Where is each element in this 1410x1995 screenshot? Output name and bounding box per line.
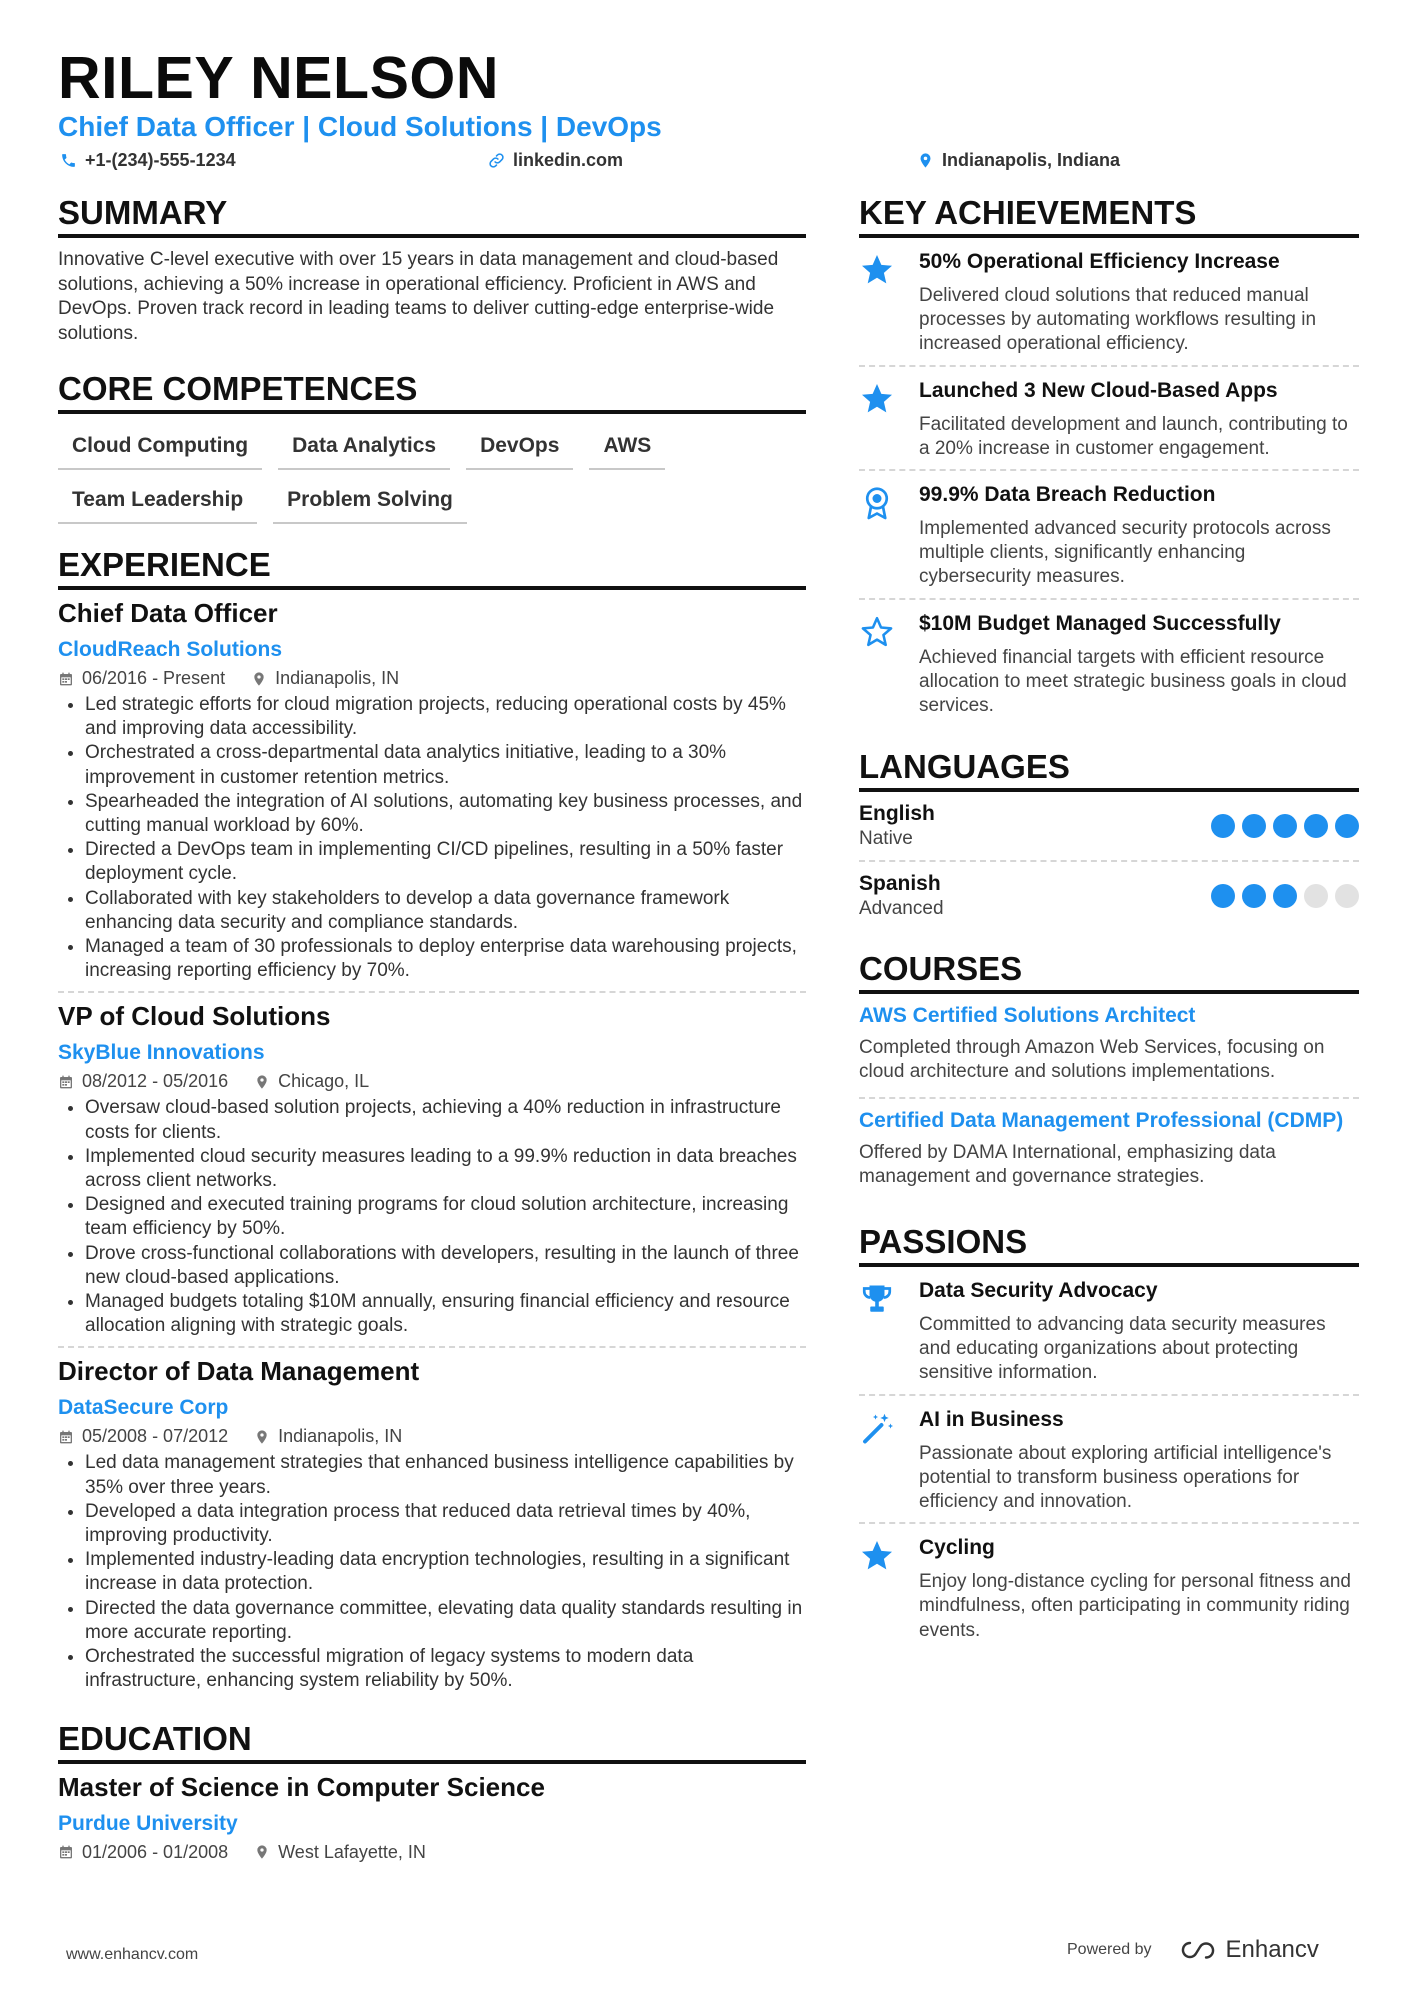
footer-website[interactable]: www.enhancv.com	[66, 1946, 199, 1963]
passion-desc: Committed to advancing data security measures and educating organizations about protecting sensitive information.	[919, 1314, 1326, 1384]
job-bullet: • Managed a team of 30 professionals to deploy enterprise data warehousing projects, increasing reporting efficiency by 70%.	[85, 935, 806, 983]
competence-tag: Team Leadership	[58, 484, 257, 524]
brand-name: Enhancv	[1225, 1936, 1319, 1963]
rating-dot-filled	[1273, 884, 1297, 908]
course-desc: Completed through Amazon Web Services, focusing on cloud architecture and solutions implementations.	[859, 1037, 1325, 1083]
job-bullet: • Drove cross-functional collaborations with developers, resulting in the launch of three new cloud-based applications.	[85, 1242, 806, 1290]
job-bullet: • Directed the data governance committee, elevating data quality standards resulting in more accurate reporting.	[85, 1597, 806, 1645]
magic-wand-icon	[859, 1410, 895, 1446]
calendar-icon	[58, 1429, 74, 1445]
achievement-item	[859, 238, 1359, 367]
location-pin-icon	[251, 671, 267, 687]
location-pin-icon	[254, 1844, 270, 1860]
job-meta	[58, 668, 806, 689]
language-level: Advanced	[859, 898, 944, 920]
linkedin-text[interactable]: linkedin.com	[513, 150, 624, 170]
job-bullets	[58, 1096, 806, 1338]
achievement-desc: Achieved financial targets with efficient resource allocation to meet strategic business goals in cloud services.	[919, 646, 1347, 717]
education-section	[58, 1720, 806, 1863]
section-title-courses: COURSES	[859, 950, 1359, 994]
phone-text: +1-(234)-555-1234	[85, 150, 236, 170]
competences-section	[58, 370, 806, 524]
job-location: Indianapolis, IN	[278, 1426, 403, 1447]
language-level: Native	[859, 828, 913, 850]
passion-item	[859, 1267, 1359, 1396]
section-title-passions: PASSIONS	[859, 1223, 1359, 1267]
phone-icon	[60, 152, 77, 169]
job-dates: 05/2008 - 07/2012	[82, 1426, 229, 1447]
competence-tag: AWS	[589, 430, 665, 470]
footer-branding	[1067, 1936, 1319, 1964]
job-meta	[58, 1071, 806, 1092]
courses-section	[859, 950, 1359, 1201]
rating-dot-filled	[1273, 814, 1297, 838]
achievement-item	[859, 600, 1359, 727]
degree-title: Master of Science in Computer Science	[58, 1771, 545, 1802]
rating-dot-filled	[1211, 884, 1235, 908]
competence-tag: DevOps	[466, 430, 573, 470]
job-entry	[58, 598, 806, 993]
headline: Chief Data Officer | Cloud Solutions | DevOps	[58, 111, 662, 142]
candidate-name: RILEY NELSON	[58, 45, 499, 111]
passion-desc: Passionate about exploring artificial intelligence's potential to transform business operations for efficiency and innovation.	[919, 1442, 1332, 1513]
rating-dot-filled	[1211, 814, 1235, 838]
section-title-achievements: KEY ACHIEVEMENTS	[859, 194, 1359, 238]
job-bullet: • Implemented cloud security measures leading to a 99.9% reduction in data breaches across client networks.	[85, 1145, 806, 1193]
job-bullets	[58, 693, 806, 983]
achievement-title: 50% Operational Efficiency Increase	[919, 250, 1280, 273]
job-bullet: • Orchestrated the successful migration of legacy systems to modern data infrastructure, enhancing system reliability by 50%.	[85, 1645, 806, 1693]
job-bullet: • Led strategic efforts for cloud migration projects, reducing operational costs by 45% and improving data accessibility.	[85, 693, 806, 741]
job-bullet: • Directed a DevOps team in implementing CI/CD pipelines, resulting in a 50% faster deployment cycle.	[85, 838, 806, 886]
rating-dot-filled	[1242, 884, 1266, 908]
experience-section	[58, 546, 806, 1694]
right-column	[859, 194, 1359, 1651]
education-meta	[58, 1842, 806, 1863]
job-bullet: • Oversaw cloud-based solution projects, achieving a 40% reduction in infrastructure costs for clients.	[85, 1096, 806, 1144]
job-meta	[58, 1426, 806, 1447]
passion-title: Data Security Advocacy	[919, 1279, 1158, 1303]
contact-location	[917, 150, 1120, 171]
language-item	[859, 862, 1359, 930]
achievement-title: Launched 3 New Cloud-Based Apps	[919, 378, 1278, 402]
summary-section	[58, 194, 806, 346]
job-bullet: • Orchestrated a cross-departmental data analytics initiative, leading to a 30% improvement in customer retention metrics.	[85, 741, 806, 789]
trophy-icon	[859, 1281, 895, 1317]
calendar-icon	[58, 1074, 74, 1090]
job-dates: 06/2016 - Present	[82, 668, 226, 688]
passion-title: AI in Business	[919, 1407, 1064, 1431]
star-icon	[859, 1538, 895, 1574]
rating-dot-filled	[1242, 814, 1266, 838]
competence-tags	[58, 430, 806, 524]
achievement-title: 99.9% Data Breach Reduction	[919, 483, 1216, 507]
course-item	[859, 1099, 1359, 1201]
job-bullet: • Collaborated with key stakeholders to develop a data governance framework enhancing data security and compliance standards.	[85, 887, 806, 935]
powered-by-text: Powered by	[1067, 1941, 1152, 1958]
passion-title: Cycling	[919, 1536, 995, 1560]
competence-tag: Problem Solving	[273, 484, 467, 524]
language-rating	[1211, 814, 1359, 838]
section-title-languages: LANGUAGES	[859, 748, 1359, 792]
achievement-desc: Delivered cloud solutions that reduced manual processes by automating workflows resulting in increased operational efficiency.	[919, 285, 1317, 355]
job-location: Chicago, IL	[278, 1071, 370, 1092]
award-ribbon-icon	[859, 485, 895, 521]
job-bullet: • Designed and executed training programs for cloud solution architecture, increasing team efficiency by 50%.	[85, 1193, 806, 1241]
rating-dot-empty	[1304, 884, 1328, 908]
job-location: Indianapolis, IN	[275, 668, 400, 688]
company-name: CloudReach Solutions	[58, 638, 283, 661]
job-bullets	[58, 1451, 806, 1693]
section-title-experience: EXPERIENCE	[58, 546, 806, 590]
job-entry	[58, 1356, 806, 1693]
job-title: Director of Data Management	[58, 1356, 420, 1387]
company-name: DataSecure Corp	[58, 1396, 229, 1420]
section-title-competences: CORE COMPETENCES	[58, 370, 806, 414]
job-dates: 08/2012 - 05/2016	[82, 1071, 229, 1092]
course-desc: Offered by DAMA International, emphasizing data management and governance strategies.	[859, 1141, 1276, 1187]
passion-desc: Enjoy long-distance cycling for personal fitness and mindfulness, often participating in community riding events.	[919, 1571, 1351, 1641]
language-rating	[1211, 884, 1359, 908]
job-entry	[58, 1001, 806, 1348]
calendar-icon	[58, 1844, 74, 1860]
passions-section	[859, 1223, 1359, 1651]
languages-section	[859, 748, 1359, 930]
achievement-desc: Implemented advanced security protocols across multiple clients, significantly enhancing cybersecurity measures.	[919, 518, 1331, 588]
section-title-education: EDUCATION	[58, 1720, 806, 1764]
job-bullet: • Managed budgets totaling $10M annually, ensuring financial efficiency and resource allocation aligning with strategic goals.	[85, 1290, 806, 1338]
competence-tag: Cloud Computing	[58, 430, 262, 470]
language-item	[859, 792, 1359, 862]
company-name: SkyBlue Innovations	[58, 1041, 265, 1065]
achievement-title: $10M Budget Managed Successfully	[919, 611, 1281, 635]
education-dates: 01/2006 - 01/2008	[82, 1841, 229, 1862]
language-name: Spanish	[859, 872, 941, 896]
achievements-section	[859, 194, 1359, 726]
summary-text: Innovative C-level executive with over 15 years in data management and cloud-based solutions, achieving a 50% increase in operational efficiency. Proficient in AWS and DevOps. Proven track record in leading teams to deliver cutting-edge enterprise-wide solutions.	[58, 249, 779, 344]
course-item	[859, 994, 1359, 1098]
job-title: VP of Cloud Solutions	[58, 1001, 331, 1032]
contact-linkedin[interactable]	[488, 150, 623, 171]
link-icon	[488, 152, 505, 169]
location-pin-icon	[254, 1429, 270, 1445]
school-name: Purdue University	[58, 1811, 238, 1835]
education-entry	[58, 1772, 806, 1863]
contact-phone	[60, 150, 236, 171]
job-bullet: • Implemented industry-leading data encryption technologies, resulting in a significant increase in data protection.	[85, 1548, 806, 1596]
competence-tag: Data Analytics	[278, 430, 450, 470]
job-divider	[58, 1346, 806, 1348]
job-bullet: • Developed a data integration process that reduced data retrieval times by 40%, improving productivity.	[85, 1500, 806, 1548]
rating-dot-filled	[1335, 814, 1359, 838]
left-column	[58, 194, 806, 1863]
enhancv-logo-icon	[1178, 1939, 1218, 1961]
rating-dot-empty	[1335, 884, 1359, 908]
education-location: West Lafayette, IN	[278, 1841, 426, 1862]
calendar-icon	[58, 671, 74, 687]
job-divider	[58, 991, 806, 993]
passion-item	[859, 1524, 1359, 1651]
location-pin-icon	[254, 1074, 270, 1090]
job-title: Chief Data Officer	[58, 598, 278, 628]
language-name: English	[859, 802, 935, 826]
job-bullet: • Led data management strategies that enhanced business intelligence capabilities by 35% over three years.	[85, 1451, 806, 1499]
star-icon	[859, 252, 895, 288]
passion-item	[859, 1396, 1359, 1525]
course-title: Certified Data Management Professional (CDMP)	[859, 1108, 1344, 1132]
star-outline-icon	[859, 614, 895, 650]
achievement-item	[859, 367, 1359, 471]
location-pin-icon	[917, 152, 934, 169]
achievement-desc: Facilitated development and launch, contributing to a 20% increase in customer engagement.	[919, 413, 1348, 459]
course-title: AWS Certified Solutions Architect	[859, 1004, 1196, 1028]
job-bullet: • Spearheaded the integration of AI solutions, automating key business processes, and cutting manual workload by 60%.	[85, 790, 806, 838]
location-text: Indianapolis, Indiana	[942, 150, 1121, 170]
section-title-summary: SUMMARY	[58, 194, 806, 238]
star-icon	[859, 381, 895, 417]
achievement-item	[859, 471, 1359, 600]
achievement-list	[859, 238, 1359, 726]
rating-dot-filled	[1304, 814, 1328, 838]
brand-logo[interactable]	[1178, 1936, 1319, 1964]
